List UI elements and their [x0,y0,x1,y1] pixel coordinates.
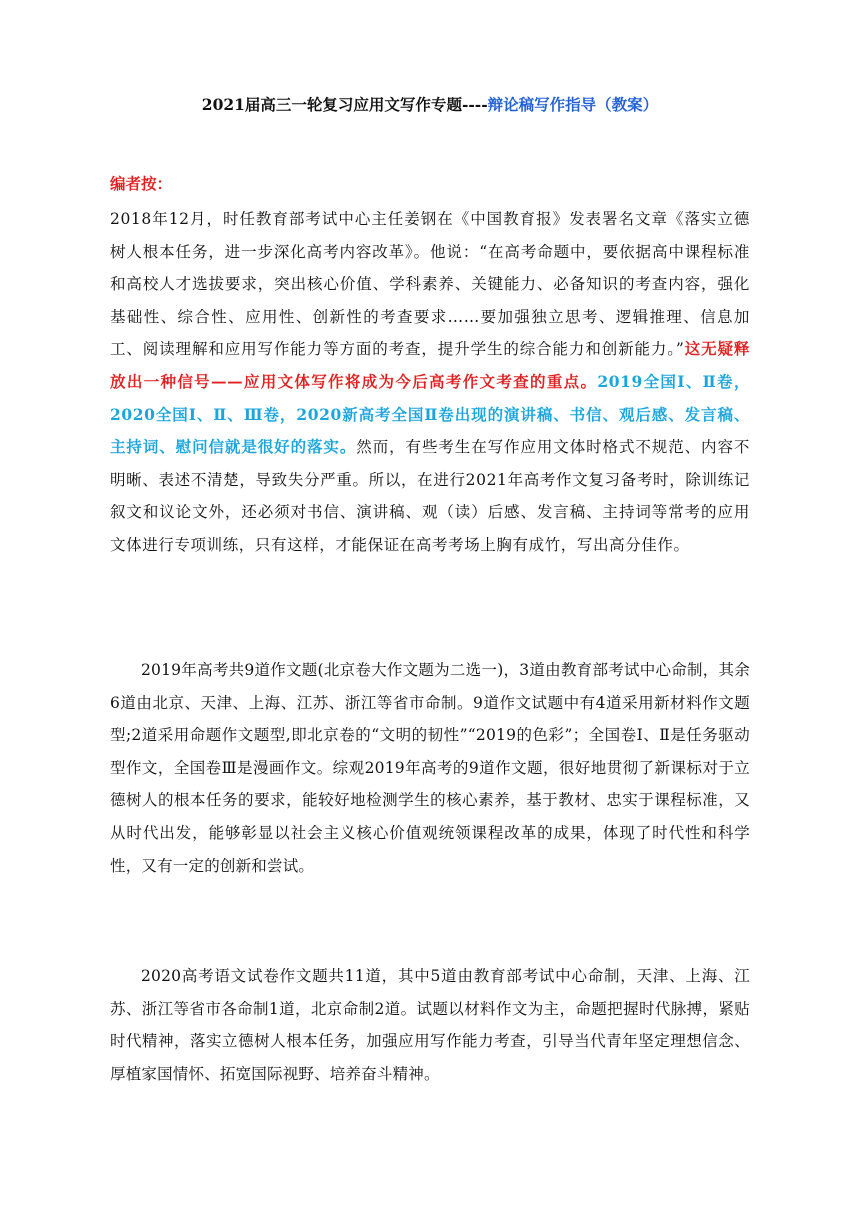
title-highlight: 辩论稿写作指导（教案） [487,95,659,114]
editor-note-cyan-emphasis: 2019全国Ⅰ、Ⅱ卷，2020全国Ⅰ、Ⅱ、Ⅲ卷，2020新高考全国Ⅱ卷出现的演讲稿、书信、观后感、发言稿、主持词、慰问信就是很好的落实。 [110,371,750,457]
editor-note-text-2: 然而，有些考生在写作应用文体时格式不规范、内容不明晰、表述不清楚，导致失分严重。所以，在进行2021年高考作文复习备考时，除训练记叙文和议论文外，还必须对书信、演讲稿、观（读）后感、发言稿、主持词等常考的应用文体进行专项训练，只有这样，才能保证在高考考场上胸有成竹，写出高分佳作。 [110,438,750,554]
editor-note-text-1: 2018年12月，时任教育部考试中心主任姜钢在《中国教育报》发表署名文章《落实立德树人根本任务，进一步深化高考内容改革》。他说：“在高考命题中，要依据高中课程标准和高校人才选拔要求，突出核心价值、学科素养、关键能力、必备知识的考查内容，强化基础性、综合性、应用性、创新性的考查要求……要加强独立思考、逻辑推理、信息加工、阅读理解和应用写作能力等方面的考查，提升学生的综合能力和创新能力。” [110,210,750,359]
paragraph-2019: 2019年高考共9道作文题(北京卷大作文题为二选一)，3道由教育部考试中心命制，其余6道由北京、天津、上海、江苏、浙江等省市命制。9道作文试题中有4道采用新材料作文题型;2道采用命题作文题型,即北京卷的“文明的韧性”“2019的色彩”；全国卷Ⅰ、Ⅱ是任务驱动型作文，全国卷Ⅲ是漫画作文。综观2019年高考的9道作文题，很好地贯彻了新课标对于立德树人的根本任务的要求，能较好地检测学生的核心素养，基于教材、忠实于课程标准，又从时代出发，能够彰显以社会主义核心价值观统领课程改革的成果，体现了时代性和科学性，又有一定的创新和尝试。 [110,661,750,875]
document-title [110,94,750,116]
paragraph-2020: 2020高考语文试卷作文题共11道，其中5道由教育部考试中心命制，天津、上海、江苏、浙江等省市各命制1道，北京命制2道。试题以材料作文为主，命题把握时代脉搏，紧贴时代精神，落实立德树人根本任务，加强应用写作能力考查，引导当代青年坚定理想信念、厚植家国情怀、拓宽国际视野、培养奋斗精神。 [110,967,750,1083]
editor-note-label: 编者按： [110,174,173,193]
title-prefix: 2021届高三一轮复习应用文写作专题---- [201,95,488,114]
editor-note-paragraph [110,203,750,562]
editor-note-red-emphasis: 这无疑释放出一种信号——应用文体写作将成为今后高考作文考查的重点。 [110,339,750,391]
